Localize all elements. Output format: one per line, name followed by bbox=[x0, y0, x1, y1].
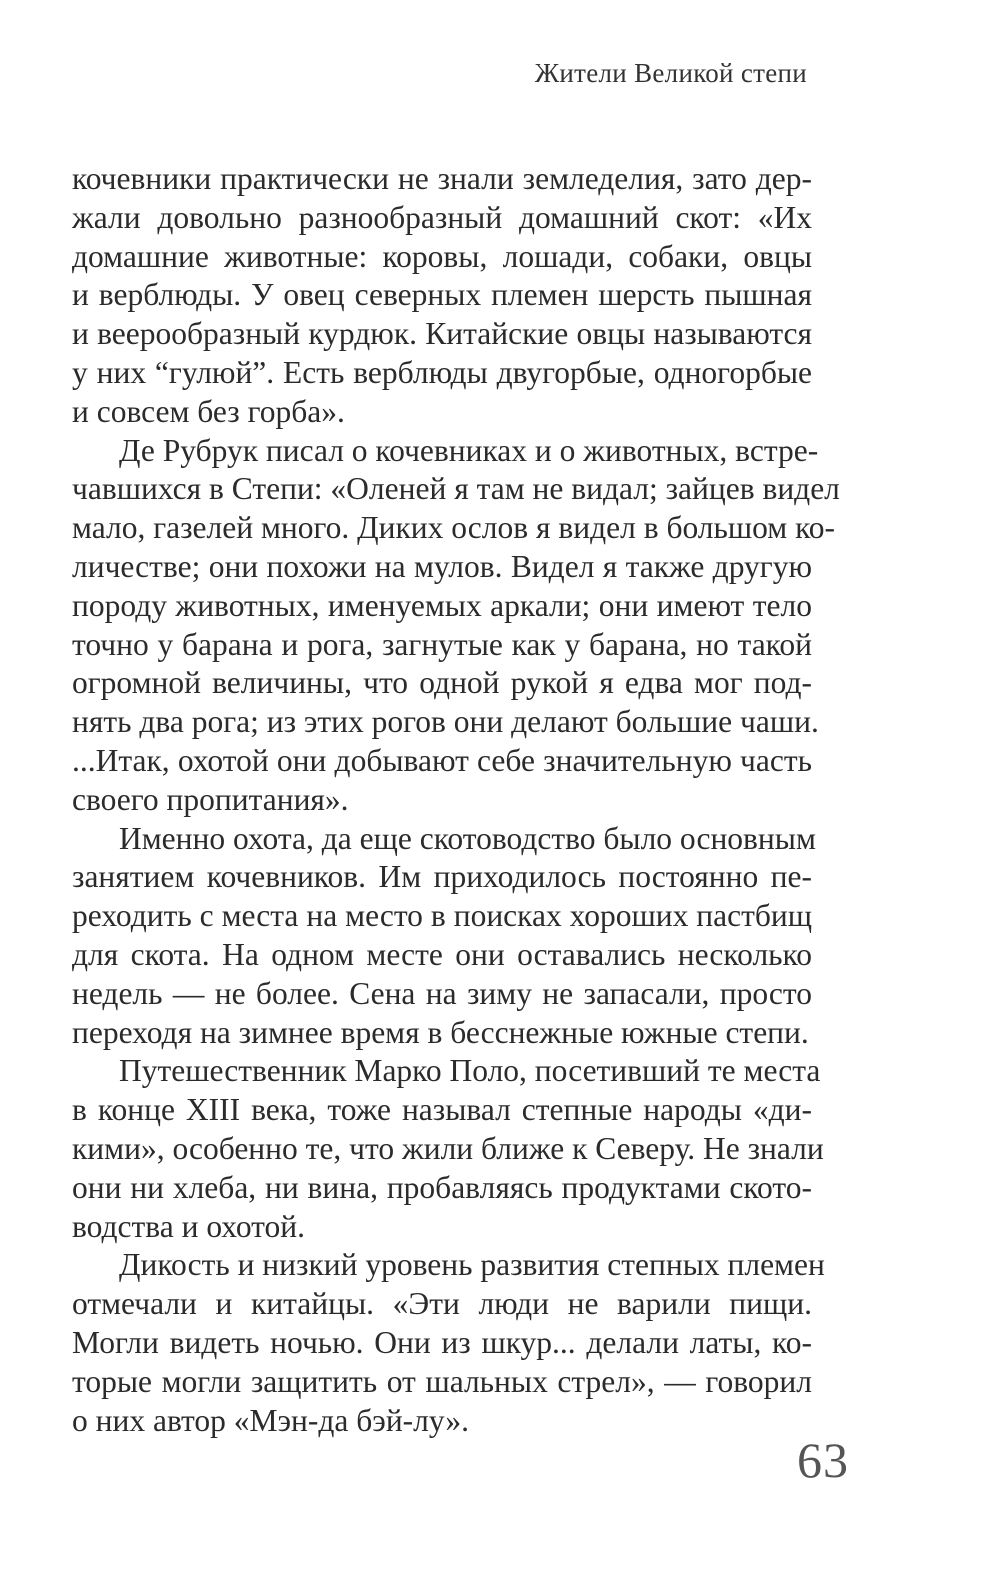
paragraph bbox=[72, 1246, 825, 1440]
text-line: они ни хлеба, ни вина, пробавляясь продуктами ското- bbox=[72, 1169, 812, 1205]
text-line: точно у барана и рога, загнутые как у барана, но такой bbox=[72, 626, 812, 662]
running-head: Жители Великой степи bbox=[534, 58, 807, 88]
text-line: своего пропитания». bbox=[72, 781, 349, 817]
text-line: торые могли защитить от шальных стрел», — говорил bbox=[72, 1363, 812, 1399]
text-line: Путешественник Марко Поло, посетивший те места bbox=[119, 1053, 821, 1089]
text-line: кими», особенно те, что жили ближе к Северу. Не знали bbox=[72, 1130, 824, 1166]
paragraph bbox=[72, 432, 840, 820]
text-line: Именно охота, да еще скотоводство было основным bbox=[119, 820, 816, 856]
text-line: Дикость и низкий уровень развития степных племен bbox=[119, 1247, 825, 1283]
paragraph bbox=[72, 1052, 824, 1246]
text-line: и веерообразный курдюк. Китайские овцы называются bbox=[72, 316, 812, 352]
text-line: чавшихся в Степи: «Оленей я там не видал; зайцев видел bbox=[72, 471, 840, 507]
text-line: кочевники практически не знали земледелия, зато дер- bbox=[72, 161, 812, 196]
paragraph bbox=[72, 160, 812, 432]
body-text bbox=[72, 160, 840, 1440]
text-line: Могли видеть ночью. Они из шкур... делали латы, ко- bbox=[72, 1324, 812, 1360]
text-line: недель — не более. Сена на зиму не запасали, просто bbox=[72, 975, 812, 1011]
text-line: в конце XIII века, тоже называл степные народы «ди- bbox=[72, 1092, 812, 1128]
text-line: реходить с места на место в поисках хороших пастбищ bbox=[72, 898, 812, 934]
text-line: и верблюды. У овец северных племен шерсть пышная bbox=[72, 277, 812, 313]
text-line: и совсем без горба». bbox=[72, 393, 345, 429]
text-line: у них “гулюй”. Есть верблюды двугорбые, одногорбые bbox=[72, 354, 812, 390]
text-line: переходя на зимнее время в бесснежные южные степи. bbox=[72, 1014, 809, 1050]
text-line: для скота. На одном месте они оставались несколько bbox=[72, 936, 812, 972]
text-line: огромной величины, что одной рукой я едва мог под- bbox=[72, 665, 812, 701]
text-line: домашние животные: коровы, лошади, собаки, овцы bbox=[72, 238, 812, 274]
text-line: водства и охотой. bbox=[72, 1208, 306, 1244]
text-line: жали довольно разнообразный домашний скот: «Их bbox=[72, 199, 812, 235]
text-line: занятием кочевников. Им приходилось постоянно пе- bbox=[72, 859, 812, 895]
text-line: отмечали и китайцы. «Эти люди не варили пищи. bbox=[72, 1286, 812, 1322]
page-number: 63 bbox=[797, 1432, 849, 1488]
text-line: нять два рога; из этих рогов они делают большие чаши. bbox=[72, 704, 819, 740]
text-line: личестве; они похожи на мулов. Видел я также другую bbox=[72, 548, 812, 584]
text-line: породу животных, именуемых аркали; они имеют тело bbox=[72, 587, 812, 623]
text-line: ...Итак, охотой они добывают себе значительную часть bbox=[72, 742, 812, 778]
paragraph bbox=[72, 820, 816, 1053]
text-line: Де Рубрук писал о кочевниках и о животных, встре- bbox=[119, 432, 819, 468]
text-line: мало, газелей много. Диких ослов я видел в большом ко- bbox=[72, 510, 836, 546]
text-line: о них автор «Мэн-да бэй-лу». bbox=[72, 1402, 470, 1438]
